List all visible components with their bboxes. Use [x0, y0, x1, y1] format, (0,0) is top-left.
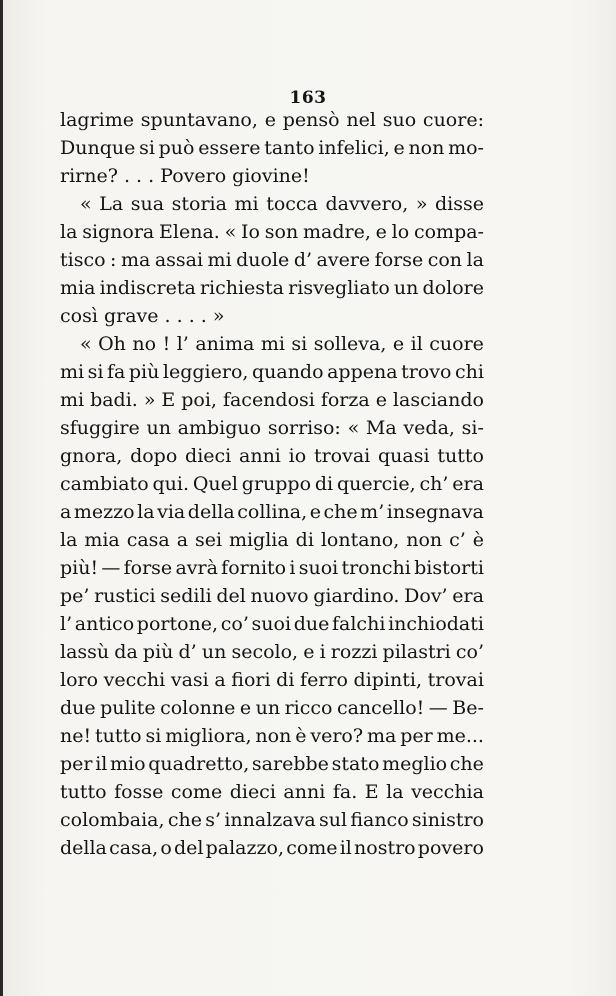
- page-number: 163: [289, 88, 327, 108]
- text-line: mia indiscreta richiesta risvegliato un dolore: [60, 277, 484, 299]
- text-line: sfuggire un ambiguo sorriso: « Ma veda, si-: [60, 417, 484, 439]
- text-line: della casa, o del palazzo, come il nostro povero: [60, 837, 484, 859]
- text-line: mi si fa più leggiero, quando appena trovo chi: [60, 361, 484, 383]
- text-line: ne! tutto si migliora, non è vero? ma per me...: [60, 725, 484, 747]
- text-line: tutto fosse come dieci anni fa. E la vecchia: [60, 781, 484, 803]
- text-line: l’ antico portone, co’ suoi due falchi inchiodati: [60, 613, 484, 635]
- text-line: loro vecchi vasi a fiori di ferro dipinti, trovai: [60, 669, 484, 691]
- text-line: più! — forse avrà fornito i suoi tronchi bistorti: [60, 557, 484, 579]
- text-line: a mezzo la via della collina, e che m’ insegnava: [60, 501, 484, 523]
- text-line: due pulite colonne e un ricco cancello! — Be-: [60, 697, 484, 719]
- text-line: lassù da più d’ un secolo, e i rozzi pilastri co’: [60, 641, 484, 663]
- text-line: cambiato qui. Quel gruppo di quercie, ch’ era: [60, 473, 484, 495]
- text-line: colombaia, che s’ innalzava sul fianco sinistro: [60, 809, 484, 831]
- text-line: lagrime spuntavano, e pensò nel suo cuore:: [60, 109, 484, 131]
- text-line: mi badi. » E poi, facendosi forza e lasciando: [60, 389, 484, 411]
- text-line: così grave . . . . »: [60, 305, 225, 327]
- text-line: Dunque si può essere tanto infelici, e non mo-: [60, 137, 484, 159]
- text-line: pe’ rustici sedili del nuovo giardino. Dov’ era: [60, 585, 484, 607]
- text-line: rirne? . . . Povero giovine!: [60, 165, 310, 187]
- page-binding-edge: [0, 0, 3, 996]
- text-line: tisco : ma assai mi duole d’ avere forse con la: [60, 249, 484, 271]
- page-text: [60, 106, 484, 862]
- text-line: la mia casa a sei miglia di lontano, non c’ è: [60, 529, 484, 551]
- text-line: « La sua storia mi tocca davvero, » disse: [80, 193, 484, 215]
- text-line: gnora, dopo dieci anni io trovai quasi tutto: [60, 445, 484, 467]
- text-line: la signora Elena. « Io son madre, e lo compa-: [60, 221, 484, 243]
- text-line: per il mio quadretto, sarebbe stato meglio che: [60, 753, 484, 775]
- text-line: « Oh no ! l’ anima mi si solleva, e il cuore: [80, 333, 484, 355]
